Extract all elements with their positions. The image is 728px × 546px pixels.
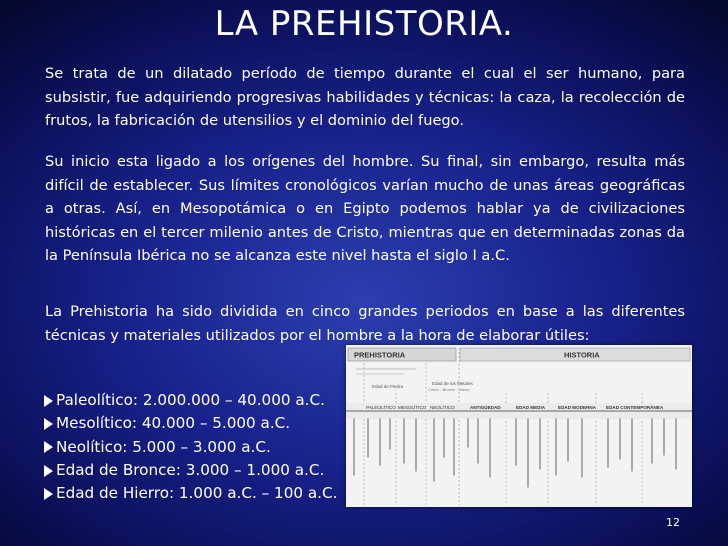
edad-metales-sublabel: Cobre - Bronce - Hierro [428,387,470,392]
timeline-image [346,345,692,507]
intro-paragraph: Se trata de un dilatado período de tiempo durante el cual el ser humano, para subsistir, fue adquiriendo progresivas habilidades y técnicas: la caza, la recolección de frutos, la fabricación de utensilios y el dominio del fuego. [45,65,685,129]
slide-title: LA PREHISTORIA. [214,4,514,44]
era-antiguedad: ANTIGÜEDAD [470,405,501,410]
edad-metales-label: Edad de los Metales [432,381,473,386]
historia-label: HISTORIA [564,350,600,360]
period-item-hierro [44,482,337,505]
periods-paragraph: La Prehistoria ha sido dividida en cinco grandes periodos en base a las diferentes técnicas y materiales utilizados por el hombre a la hora de elaborar útiles: [45,303,685,344]
edad-piedra-label: Edad de Piedra [372,384,404,389]
period-item-paleolitico [44,389,337,412]
period-text: Neolítico: 5.000 – 3.000 a.C. [56,437,271,456]
period-text: Mesolítico: 40.000 – 5.000 a.C. [56,414,291,433]
prehistoria-label: PREHISTORIA [354,350,406,360]
era-mesolitico: MESOLÍTICO [398,405,427,410]
period-item-bronce [44,459,337,482]
era-edad-media: EDAD MEDIA [516,405,546,410]
arrow-bullet-icon [44,418,53,430]
arrow-bullet-icon [44,488,53,500]
periods-list [44,389,337,505]
arrow-bullet-icon [44,465,53,477]
period-text: Edad de Bronce: 3.000 – 1.000 a.C. [56,460,325,479]
arrow-bullet-icon [44,395,53,407]
era-edad-contemporanea: EDAD CONTEMPORÁNEA [606,405,664,410]
timeline-diagram [346,345,692,507]
period-text: Paleolítico: 2.000.000 – 40.000 a.C. [56,391,325,409]
limits-paragraph: Su inicio esta ligado a los orígenes del hombre. Su final, sin embargo, resulta más difícil de establecer. Sus límites cronológicos varían mucho de unas áreas geográficas a otras. Así, en Mesopotámica o en Egipto podemos hablar ya de civilizaciones históricas en el tercer milenio antes de Cristo, mientras que en determinadas zonas da la Península Ibérica no se alcanza este nivel hasta el siglo I a.C. [45,153,685,264]
arrow-bullet-icon [44,441,53,453]
period-item-neolitico [44,436,337,459]
era-edad-moderna: EDAD MODERNA [558,405,597,410]
event-labels [354,419,676,487]
page-number: 12 [666,516,680,529]
period-text: Edad de Hierro: 1.000 a.C. – 100 a.C. [56,484,338,503]
era-paleolitico: PALEOLÍTICO [366,405,396,410]
period-item-mesolitico [44,412,337,435]
era-neolitico: NEOLÍTICO [430,405,455,410]
